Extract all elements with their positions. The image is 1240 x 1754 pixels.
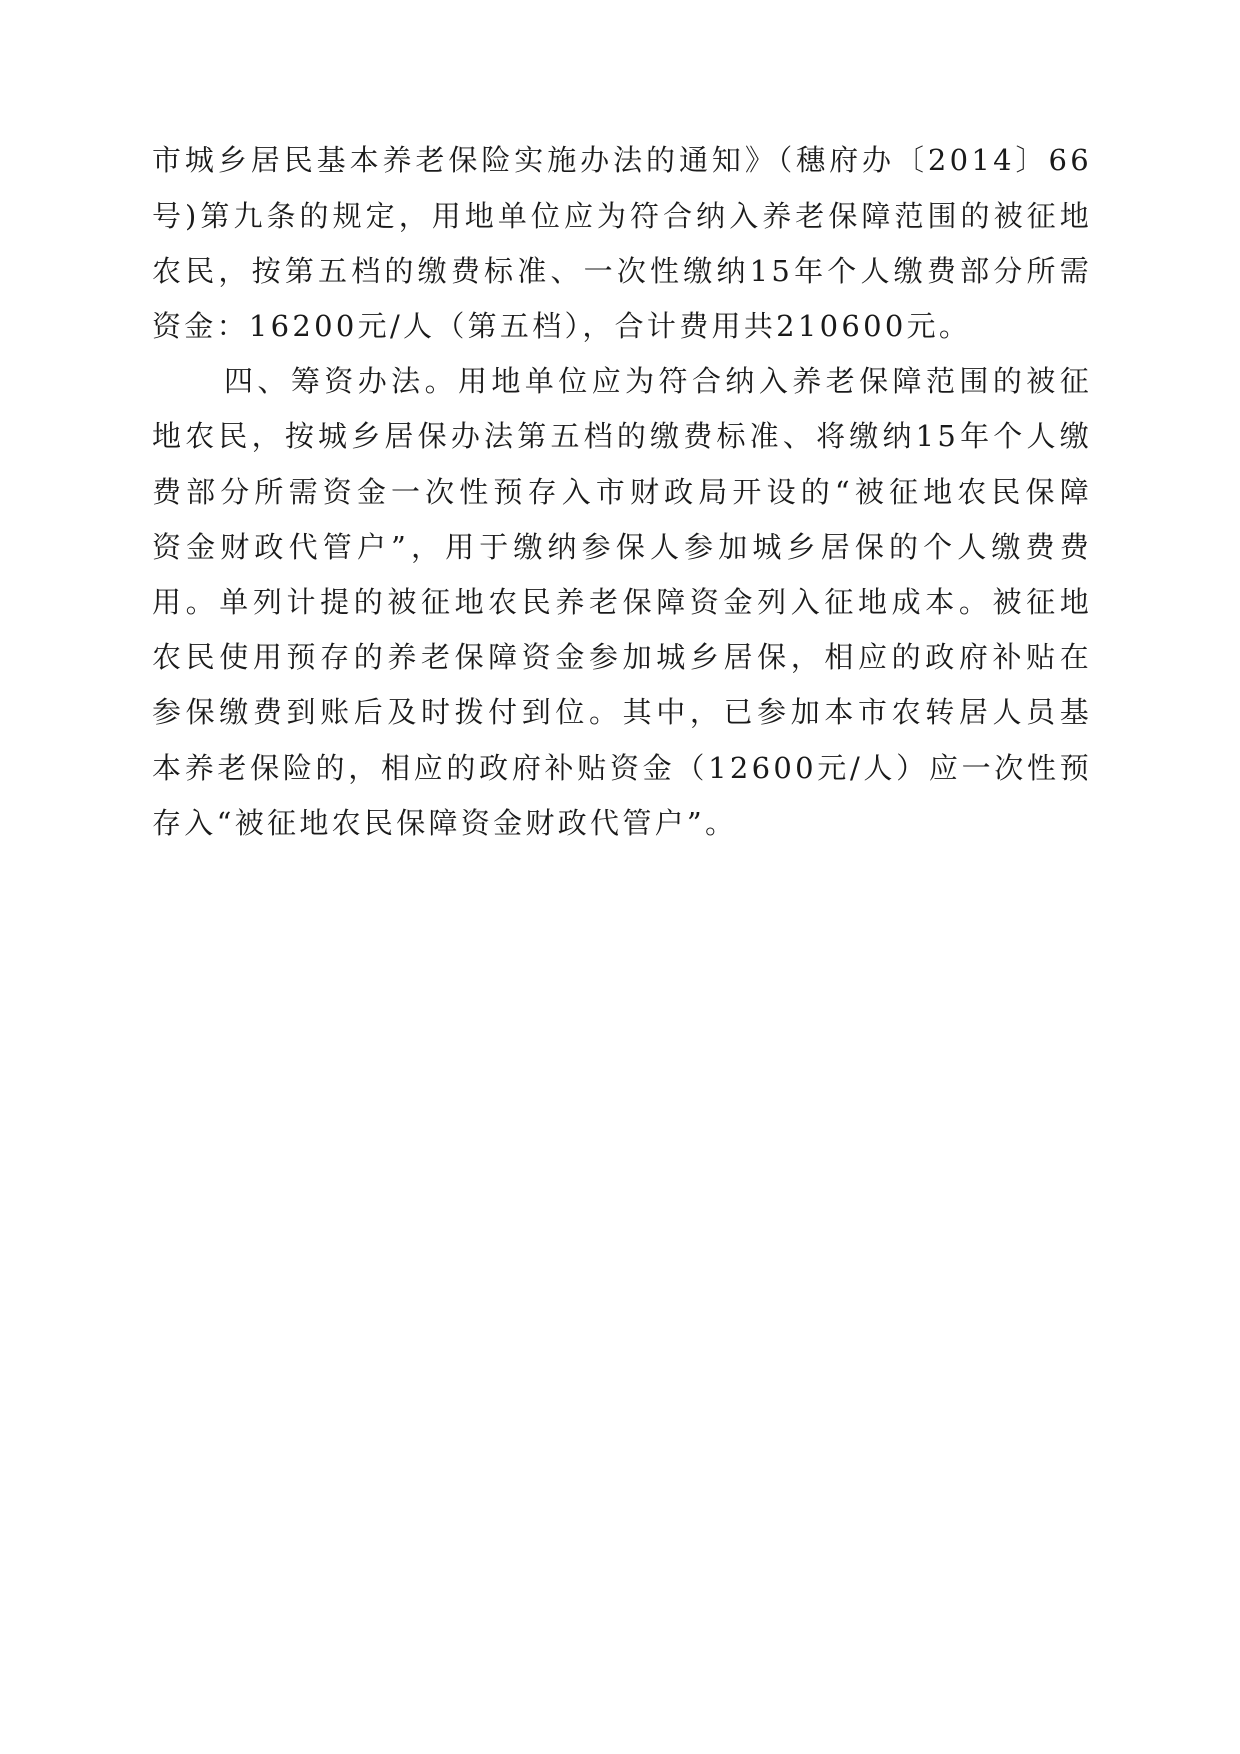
text-line: 本养老保险的，相应的政府补贴资金（12600元/人）应一次性预 [152,751,1092,785]
text-line: 农民，按第五档的缴费标准、一次性缴纳15年个人缴费部分所需 [152,254,1092,288]
text-line: 参保缴费到账后及时拨付到位。其中，已参加本市农转居人员基 [152,695,1092,729]
text-line: 四、筹资办法。用地单位应为符合纳入养老保障范围的被征 [224,364,1092,398]
text-line: 资金：16200元/人（第五档），合计费用共210600元。 [152,309,972,343]
text-line: 存入“被征地农民保障资金财政代管户”。 [152,806,738,840]
text-line: 市城乡居民基本养老保险实施办法的通知》（穗府办〔2014〕66 [152,143,1092,177]
text-line: 农民使用预存的养老保障资金参加城乡居保，相应的政府补贴在 [152,640,1092,674]
text-line: 用。单列计提的被征地农民养老保障资金列入征地成本。被征地 [152,585,1092,619]
text-line: 地农民，按城乡居保办法第五档的缴费标准、将缴纳15年个人缴 [152,419,1092,453]
text-line: 号)第九条的规定，用地单位应为符合纳入养老保障范围的被征地 [152,199,1092,233]
text-line: 费部分所需资金一次性预存入市财政局开设的“被征地农民保障 [152,475,1092,509]
text-line: 资金财政代管户”，用于缴纳参保人参加城乡居保的个人缴费费 [152,530,1092,564]
